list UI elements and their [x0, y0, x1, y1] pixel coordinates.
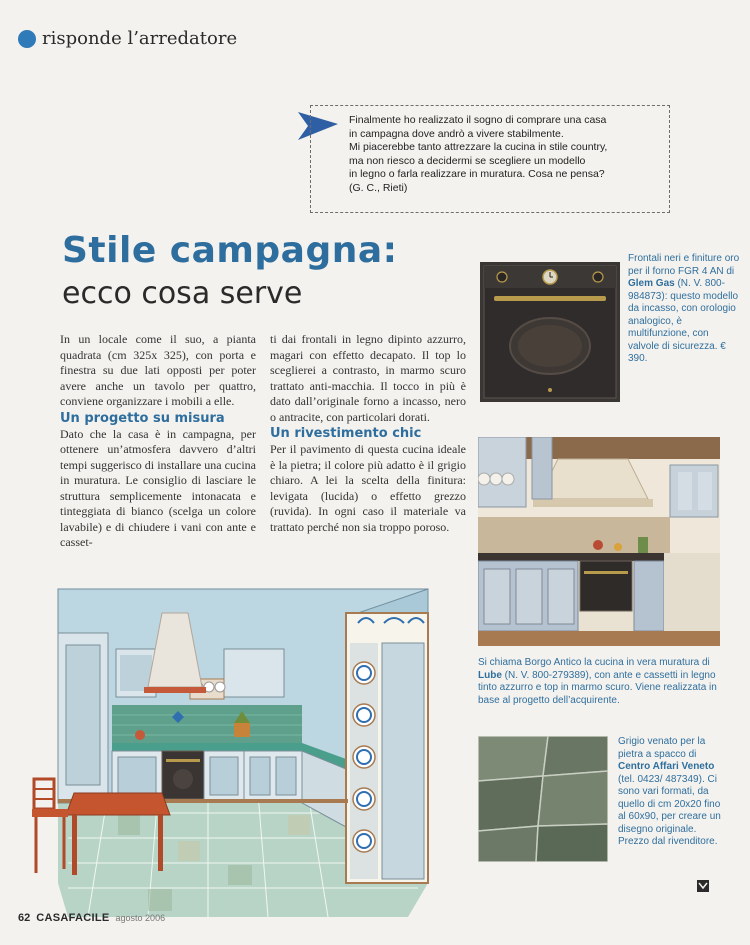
caption-text: Frontali neri e finiture oro per il forno FGR 4 AN di	[628, 253, 740, 277]
paragraph: In un locale come il suo, a pianta quadrata (cm 325x 325), con porta e finestra su due lati opposti per poter avere anche un tavolo per quattro, conviene organizzare i mobili a elle.	[60, 332, 256, 408]
section-subhead: Un rivestimento chic	[270, 426, 422, 441]
caption-text: Grigio venato per la pietra a spacco di	[618, 736, 706, 760]
section-dot-icon	[18, 30, 36, 48]
kitchen-photo	[478, 437, 720, 646]
paragraph: ti dai frontali in legno dipinto azzurro, magari con effetto decapato. Il top lo sceglierei a contrasto, in marmo scuro trattato anti-macchia. Il tocco in più è dato dall’originale forno a incasso, nero o antracite, con particolari dorati.	[270, 332, 466, 424]
caption-text: (N. V. 800-984873): questo modello da incasso, con orologio analogico, è multifunzione, con valvole di sicurezza. € 390.	[628, 278, 739, 364]
brand-name: Lube	[478, 669, 502, 681]
oven-photo	[480, 262, 620, 402]
letter-line: Mi piacerebbe tanto attrezzare la cucina in stile country,	[349, 141, 608, 153]
paragraph: Dato che la casa è in campagna, per ottenere un’atmosfera davvero d’altri tempi suggerisco di installare una cucina in muratura. Le consiglio di lasciare le struttura semplicemente intonacata e tinteggiata di bianco (scelga un colore lavabile) e di chiudere i vani con ante e casset-	[60, 426, 256, 549]
page-number: 62	[18, 912, 31, 924]
caption-text: (tel. 0423/ 487349). Ci sono vari formati, da quello di cm 20x20 fino al 60x90, per creare un disegno originale. Prezzo dal rivenditore.	[618, 773, 721, 847]
page-footer	[18, 912, 165, 924]
letter-signature: (G. C., Rieti)	[349, 181, 408, 194]
section-header	[18, 28, 237, 49]
letter-line: Finalmente ho realizzato il sogno di comprare una casa	[349, 114, 607, 126]
paragraph: Per il pavimento di questa cucina ideale è la pietra; il colore più adatto è il grigio chiaro. A lei la scelta della finitura: levigata (lucida) o effetto grezzo (ruvida). In ogni caso il materiale va trattato perché non sia troppo poroso.	[270, 442, 466, 534]
letter-line: in legno o farla realizzare in muratura. Cosa ne pensa?	[349, 168, 605, 180]
reader-letter	[310, 105, 670, 213]
kitchen-illustration	[28, 583, 464, 917]
kitchen-caption	[478, 657, 728, 707]
oven-caption	[628, 253, 740, 366]
article-title: Stile campagna:	[62, 230, 398, 271]
section-label: risponde l’arredatore	[42, 28, 238, 49]
stone-caption	[618, 736, 730, 849]
article-column-1	[60, 332, 256, 551]
section-subhead: Un progetto su misura	[60, 410, 225, 426]
magazine-name: CASAFACILE	[36, 912, 110, 924]
issue-date: agosto 2006	[115, 913, 166, 923]
article-column-2	[270, 332, 466, 535]
caption-text: Si chiama Borgo Antico la cucina in vera muratura di	[478, 657, 710, 668]
brand-name: Glem Gas	[628, 278, 675, 289]
stone-floor-photo	[478, 736, 608, 862]
letter-line: in campagna dove andrò a vivere stabilmente.	[349, 127, 564, 140]
article-subtitle: ecco cosa serve	[62, 276, 303, 311]
letter-line: ma non riesco a decidermi se scegliere un modello	[349, 154, 586, 167]
brand-name: Centro Affari Veneto	[618, 761, 715, 772]
caption-text: (N. V. 800-279389), con ante e cassetti in legno tinto azzurro e top in marmo scuro. Viene realizzata in base al progetto dell’acquirente.	[478, 669, 717, 706]
end-mark-icon	[697, 880, 709, 892]
